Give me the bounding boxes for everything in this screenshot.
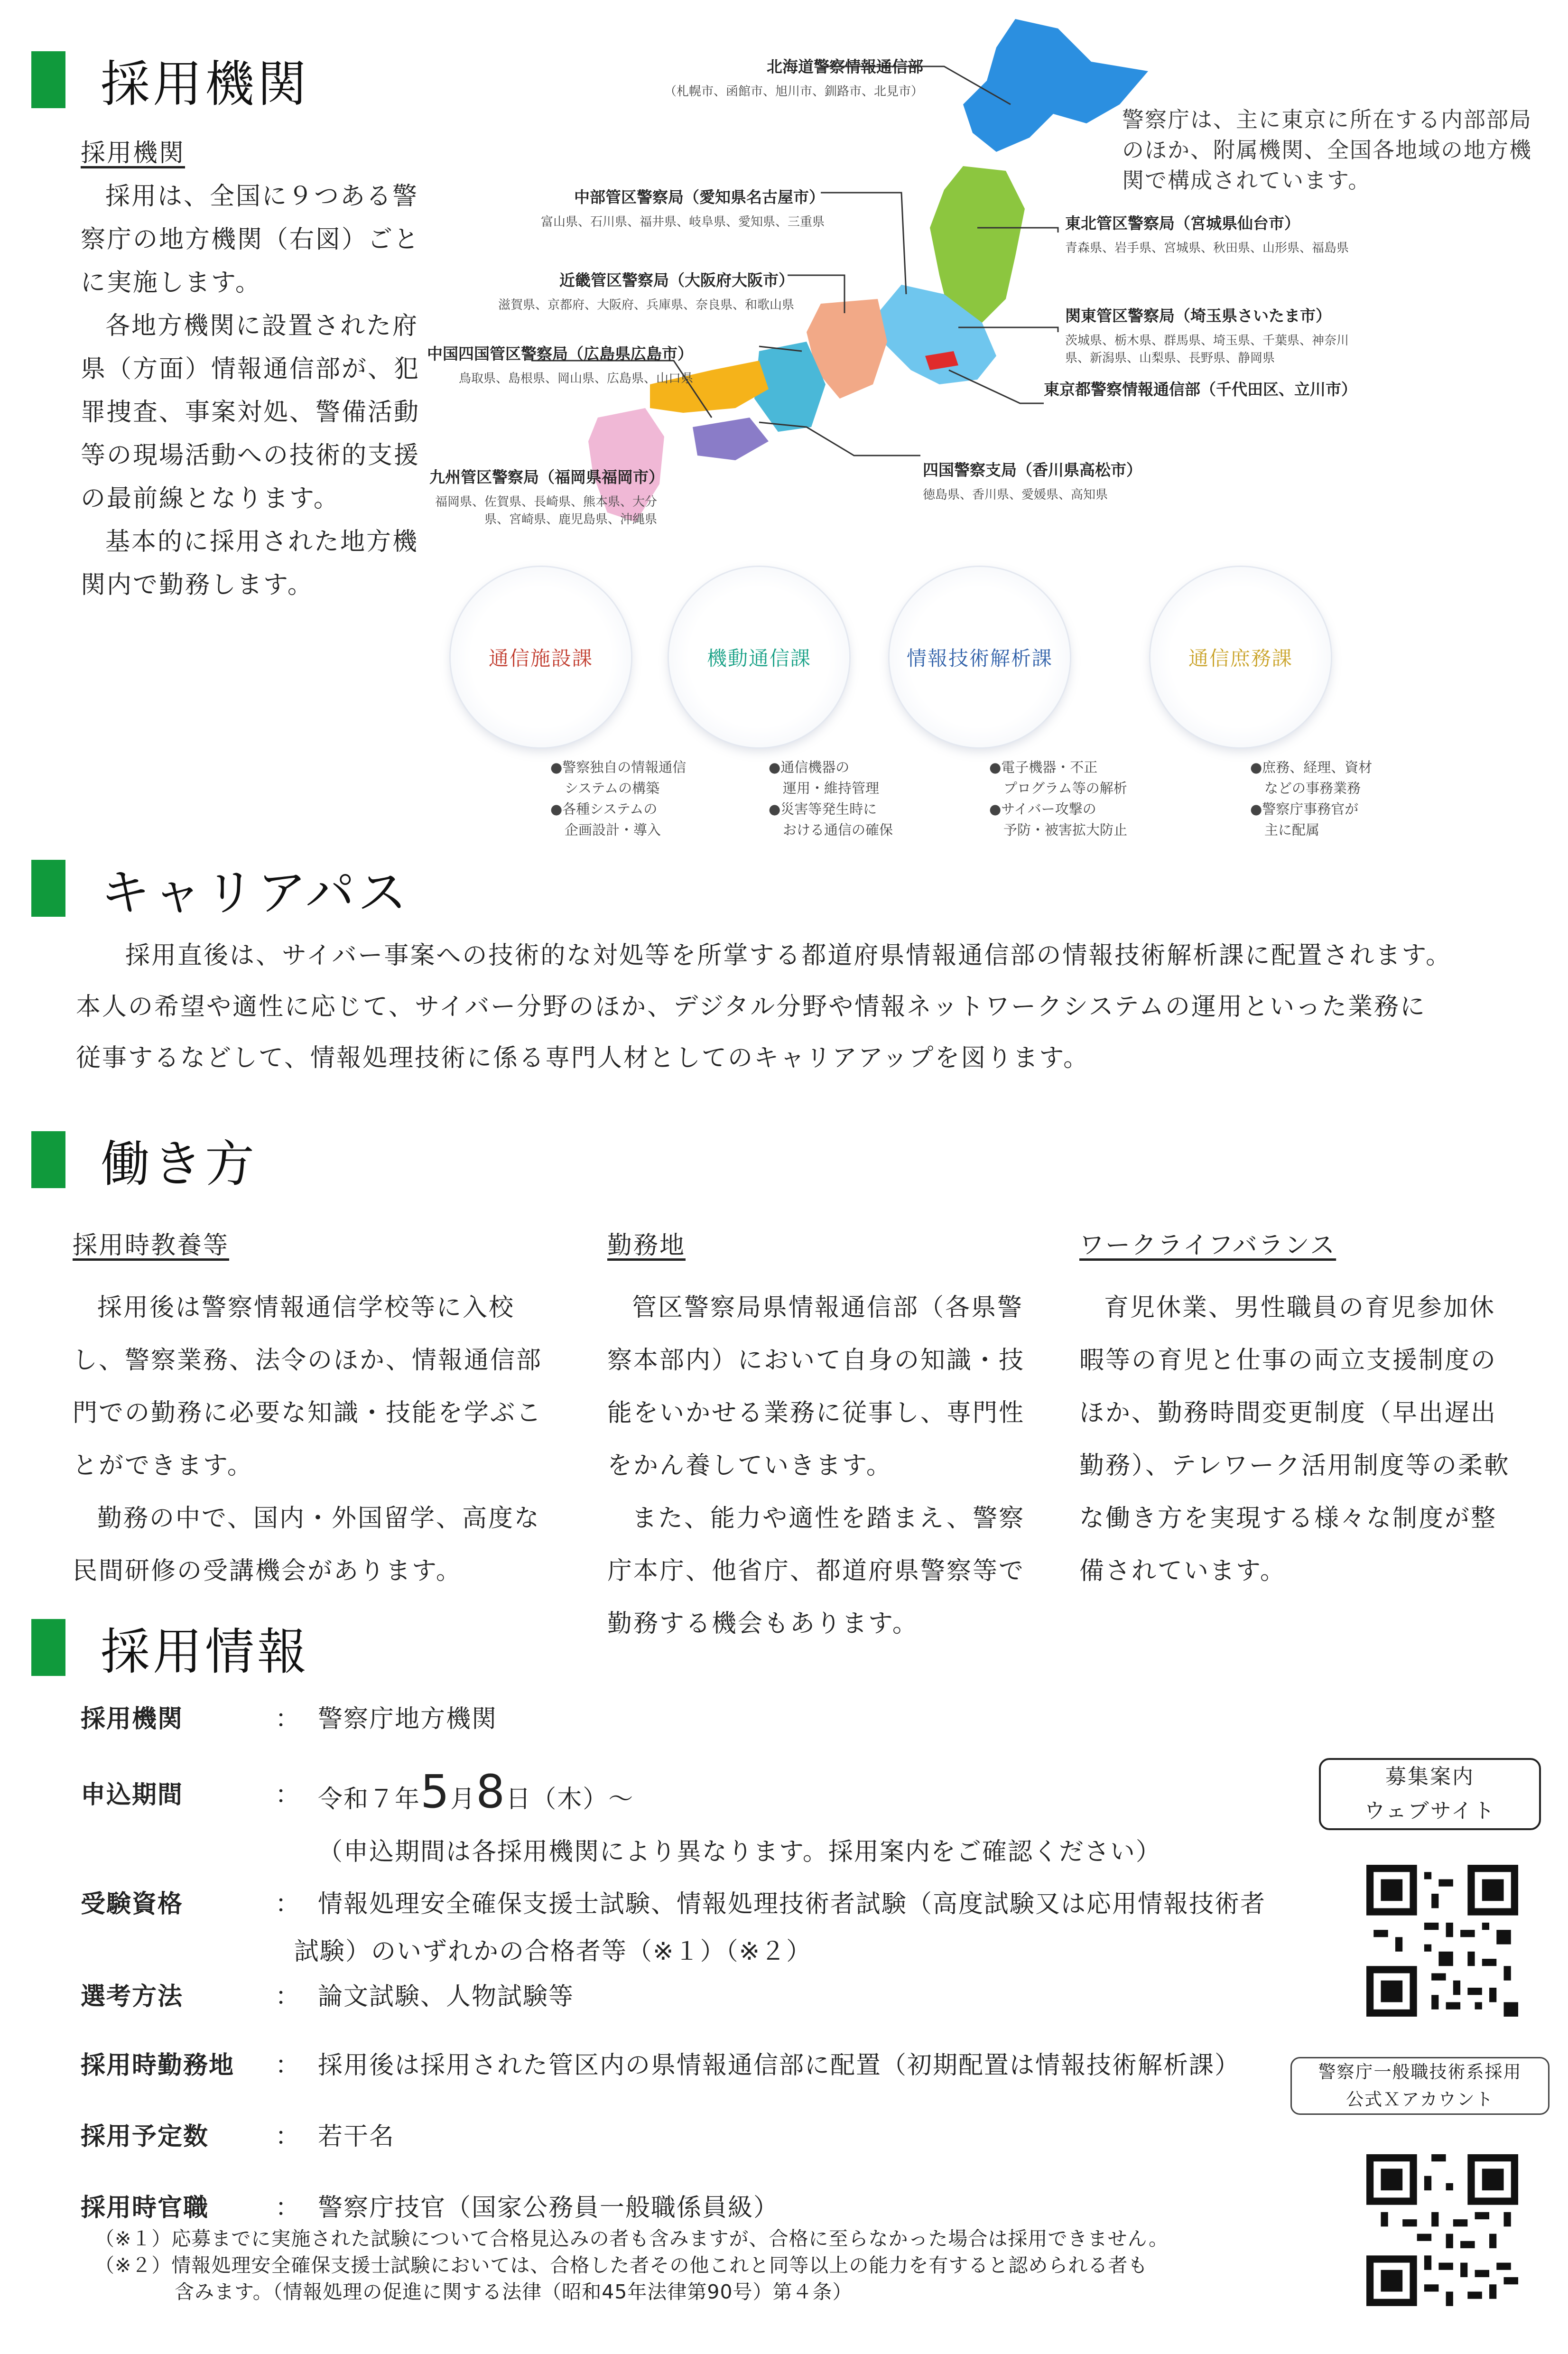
- section-title: 採用情報: [101, 1623, 310, 1681]
- duty-line: ●サイバー攻撃の: [989, 801, 1096, 817]
- info-label: 申込期間: [81, 1781, 184, 1809]
- info-colon: ：: [275, 1781, 301, 1809]
- bureau-prefs: 福岡県、佐賀県、長崎県、熊本県、大分県、宮崎県、鹿児島県、沖縄県: [435, 495, 657, 527]
- bureau-name: 中部管区警察局（愛知県名古屋市）: [574, 188, 825, 206]
- career-text: [76, 930, 1547, 1084]
- qr-label-line: 警察庁一般職技術系採用: [1318, 2062, 1522, 2082]
- duty-line: おける通信の確保: [783, 822, 893, 838]
- section-heading-info: [31, 1619, 310, 1681]
- bureau-tohoku: [1065, 211, 1349, 256]
- bureau-shikoku: [923, 458, 1142, 502]
- section-heading-organizations: [31, 51, 310, 113]
- bureau-name: 北海道警察情報通信部: [767, 57, 924, 76]
- recruit-website-label[interactable]: [1319, 1758, 1541, 1830]
- dept-name: 機動通信課: [706, 647, 811, 670]
- bureau-prefs: 鳥取県、島根県、岡山県、広島県、山口県: [458, 372, 693, 386]
- info-colon: ：: [275, 2194, 301, 2222]
- footnote-2-cont: 含みます。（情報処理の促進に関する法律（昭和45年法律第90号）第４条）: [95, 2280, 853, 2303]
- duty-line: プログラム等の解析: [1003, 780, 1127, 796]
- dept-circle-analysis: [890, 567, 1070, 747]
- section-marker: [31, 51, 65, 108]
- bureau-name: 東京都警察情報通信部（千代田区、立川市）: [1044, 380, 1357, 399]
- work-column-balance: [1079, 1219, 1521, 1598]
- section-title: 採用機関: [101, 55, 310, 113]
- dept-name: 情報技術解析課: [906, 647, 1053, 670]
- work-paragraph: 管区警察局県情報通信部（各県警察本部内）において自身の知識・技能をいかせる業務に従事し、専門性をかん養していきます。: [607, 1293, 1025, 1480]
- bureau-name: 関東管区警察局（埼玉県さいたま市）: [1065, 307, 1331, 325]
- duty-line: ●電子機器・不正: [989, 759, 1098, 775]
- bureau-prefs: 富山県、石川県、福井県、岐阜県、愛知県、三重県: [541, 215, 825, 229]
- qr-label-line: 募集案内: [1385, 1765, 1475, 1789]
- duty-line: 主に配属: [1264, 822, 1320, 838]
- map-note: 警察庁は、主に東京に所在する内部部局のほか、附属機関、全国各地域の地方機関で構成されています。: [1122, 107, 1532, 193]
- bureau-tokyo: [1044, 377, 1357, 400]
- duty-line: 運用・維持管理: [783, 780, 880, 796]
- info-colon: ：: [275, 1890, 301, 1918]
- work-column-training: [73, 1219, 552, 1598]
- bureau-prefs: 茨城県、栃木県、群馬県、埼玉県、千葉県、神奈川県、新潟県、山梨県、長野県、静岡県: [1065, 334, 1349, 365]
- bureau-chugoku-shikoku: [427, 342, 693, 386]
- period-note: （申込期間は各採用機関により異なります。採用案内をご確認ください）: [318, 1838, 1161, 1866]
- bureau-kanto: [1065, 304, 1359, 366]
- footnote-1: （※１）応募までに実施された試験について合格見込みの者も含みますが、合格に至らなかった場合は採用できません。: [95, 2227, 1169, 2250]
- section-marker: [31, 1131, 65, 1188]
- info-label: 採用時官職: [81, 2194, 209, 2222]
- info-value: 警察庁地方機関: [318, 1705, 498, 1733]
- x-account-label[interactable]: [1290, 2057, 1549, 2115]
- bureau-chubu: [541, 185, 825, 230]
- qr-label-line: ウェブサイト: [1364, 1799, 1496, 1823]
- hokkaido-region: [963, 19, 1148, 152]
- info-value-cont: 試験）のいずれかの合格者等（※１）（※２）: [294, 1937, 812, 1966]
- org-paragraph-3: 基本的に採用された地方機関内で勤務します。: [81, 528, 419, 599]
- section-heading-workstyle: [31, 1131, 258, 1193]
- info-label: 受験資格: [81, 1890, 184, 1918]
- work-paragraph: 採用後は警察情報通信学校等に入校し、警察業務、法令のほか、情報通信部門での勤務に必要な知識・技能を学ぶことができます。: [73, 1293, 543, 1480]
- section-marker: [31, 1619, 65, 1676]
- section-heading-career: [31, 860, 410, 921]
- bureau-kinki: [498, 268, 794, 313]
- qr-label-line: 公式Ｘアカウント: [1346, 2089, 1494, 2110]
- info-colon: ：: [275, 2051, 301, 2080]
- work-heading: ワークライフバランス: [1079, 1231, 1336, 1260]
- info-label: 選考方法: [81, 1982, 184, 2011]
- career-line-3: 従事するなどして、情報処理技術に係る専門人材としてのキャリアアップを図ります。: [76, 1044, 1090, 1072]
- shikoku-region: [693, 418, 769, 460]
- bureau-name: 九州管区警察局（福岡県福岡市）: [429, 468, 664, 486]
- info-colon: ：: [275, 1982, 301, 2011]
- bureau-name: 東北管区警察局（宮城県仙台市）: [1065, 214, 1300, 233]
- bureau-name: 中国四国管区警察局（広島県広島市）: [427, 344, 693, 363]
- info-colon: ：: [275, 2122, 301, 2151]
- org-subheading: 採用機関: [81, 139, 186, 167]
- work-column-location: [607, 1219, 1044, 1650]
- info-label: 採用時勤務地: [81, 2051, 235, 2080]
- organizations-text: [81, 132, 422, 607]
- career-line-1: 採用直後は、サイバー事案への技術的な対処等を所掌する都道府県情報通信部の情報技術解析課に配置されます。: [125, 941, 1452, 970]
- work-heading: 勤務地: [607, 1231, 686, 1260]
- info-label: 採用予定数: [81, 2122, 209, 2151]
- footnote-2: （※２）情報処理安全確保支援士試験においては、合格した者その他これと同等以上の能力を有すると認められる者も: [95, 2254, 1148, 2277]
- duty-line: ●警察庁事務官が: [1250, 801, 1359, 817]
- work-heading: 採用時教養等: [73, 1231, 230, 1260]
- info-value: 若干名: [318, 2122, 395, 2151]
- dept-circle-general-affairs: [1150, 567, 1331, 747]
- dept-name: 通信庶務課: [1188, 647, 1293, 670]
- dept-duties-mobile: [769, 757, 893, 840]
- dept-name: 通信施設課: [488, 647, 593, 670]
- work-paragraph: また、能力や適性を踏まえ、警察庁本庁、他省庁、都道府県警察等で勤務する機会もあります。: [607, 1504, 1025, 1638]
- section-marker: [31, 860, 65, 917]
- dept-duties-general-affairs: [1250, 757, 1372, 840]
- info-value: [318, 1765, 634, 1818]
- bureau-hokkaido: [664, 55, 923, 99]
- bureau-kyushu: [429, 465, 664, 527]
- duty-line: ●通信機器の: [769, 759, 850, 775]
- work-paragraph: 勤務の中で、国内・外国留学、高度な民間研修の受講機会があります。: [73, 1504, 540, 1585]
- footnotes: [95, 2225, 1169, 2305]
- org-paragraph-2: 各地方機関に設置された府県（方面）情報通信部が、犯罪捜査、事案対処、警備活動等の現場活動への技術的支援の最前線となります。: [81, 312, 420, 513]
- section-title: キャリアパス: [101, 864, 410, 921]
- dept-duties-facilities: [550, 757, 686, 840]
- bureau-prefs: （札幌市、函館市、旭川市、釧路市、北見市）: [664, 84, 924, 99]
- info-value: 論文試験、人物試験等: [318, 1982, 575, 2011]
- info-value: 採用後は採用された管区内の県情報通信部に配置（初期配置は情報技術解析課）: [318, 2051, 1241, 2080]
- period-suffix: 日（木）～: [506, 1785, 634, 1814]
- info-value: 警察庁技官（国家公務員一般職係員級）: [318, 2194, 779, 2222]
- organization-map: [427, 9, 1561, 849]
- recruit-website-qr-code[interactable]: [1366, 1865, 1518, 2017]
- period-month: 5: [420, 1765, 451, 1818]
- bureau-name: 四国警察支局（香川県高松市）: [923, 461, 1142, 479]
- period-prefix: 令和７年: [318, 1785, 421, 1814]
- bureau-prefs: 滋賀県、京都府、大阪府、兵庫県、奈良県、和歌山県: [498, 298, 795, 312]
- duty-line: ●警察独自の情報通信: [550, 759, 687, 775]
- duty-line: 企画設計・導入: [565, 822, 661, 838]
- dept-circle-mobile: [669, 567, 849, 747]
- bureau-prefs: 徳島県、香川県、愛媛県、高知県: [923, 488, 1108, 502]
- x-account-qr-code[interactable]: [1366, 2154, 1518, 2306]
- org-paragraph-1: 採用は、全国に９つある警察庁の地方機関（右図）ごとに実施します。: [81, 182, 420, 297]
- duty-line: システムの構築: [565, 780, 660, 796]
- duty-line: 予防・被害拡大防止: [1003, 822, 1128, 838]
- bureau-prefs: 青森県、岩手県、宮城県、秋田県、山形県、福島県: [1065, 241, 1349, 255]
- period-day: 8: [476, 1765, 506, 1818]
- section-title: 働き方: [101, 1135, 258, 1193]
- dept-circle-facilities: [451, 567, 631, 747]
- period-month-unit: 月: [450, 1785, 476, 1814]
- info-value: 情報処理安全確保支援士試験、情報処理技術者試験（高度試験又は応用情報技術者: [318, 1890, 1266, 1918]
- dept-duties-analysis: [989, 757, 1127, 840]
- duty-line: ●各種システムの: [550, 801, 658, 817]
- bureau-name: 近畿管区警察局（大阪府大阪市）: [559, 271, 795, 289]
- duty-line: などの事務業務: [1264, 780, 1361, 796]
- career-line-2: 本人の希望や適性に応じて、サイバー分野のほか、デジタル分野や情報ネットワークシステムの運用といった業務に: [76, 993, 1426, 1021]
- duty-line: ●庶務、経理、資材: [1250, 759, 1373, 775]
- duty-line: ●災害等発生時に: [769, 801, 877, 817]
- info-label: 採用機関: [81, 1705, 184, 1733]
- info-colon: ：: [275, 1705, 301, 1733]
- work-paragraph: 育児休業、男性職員の育児参加休暇等の育児と仕事の両立支援制度のほか、勤務時間変更制度（早出遅出勤務）、テレワーク活用制度等の柔軟な働き方を実現する様々な制度が整備されています。: [1079, 1293, 1510, 1585]
